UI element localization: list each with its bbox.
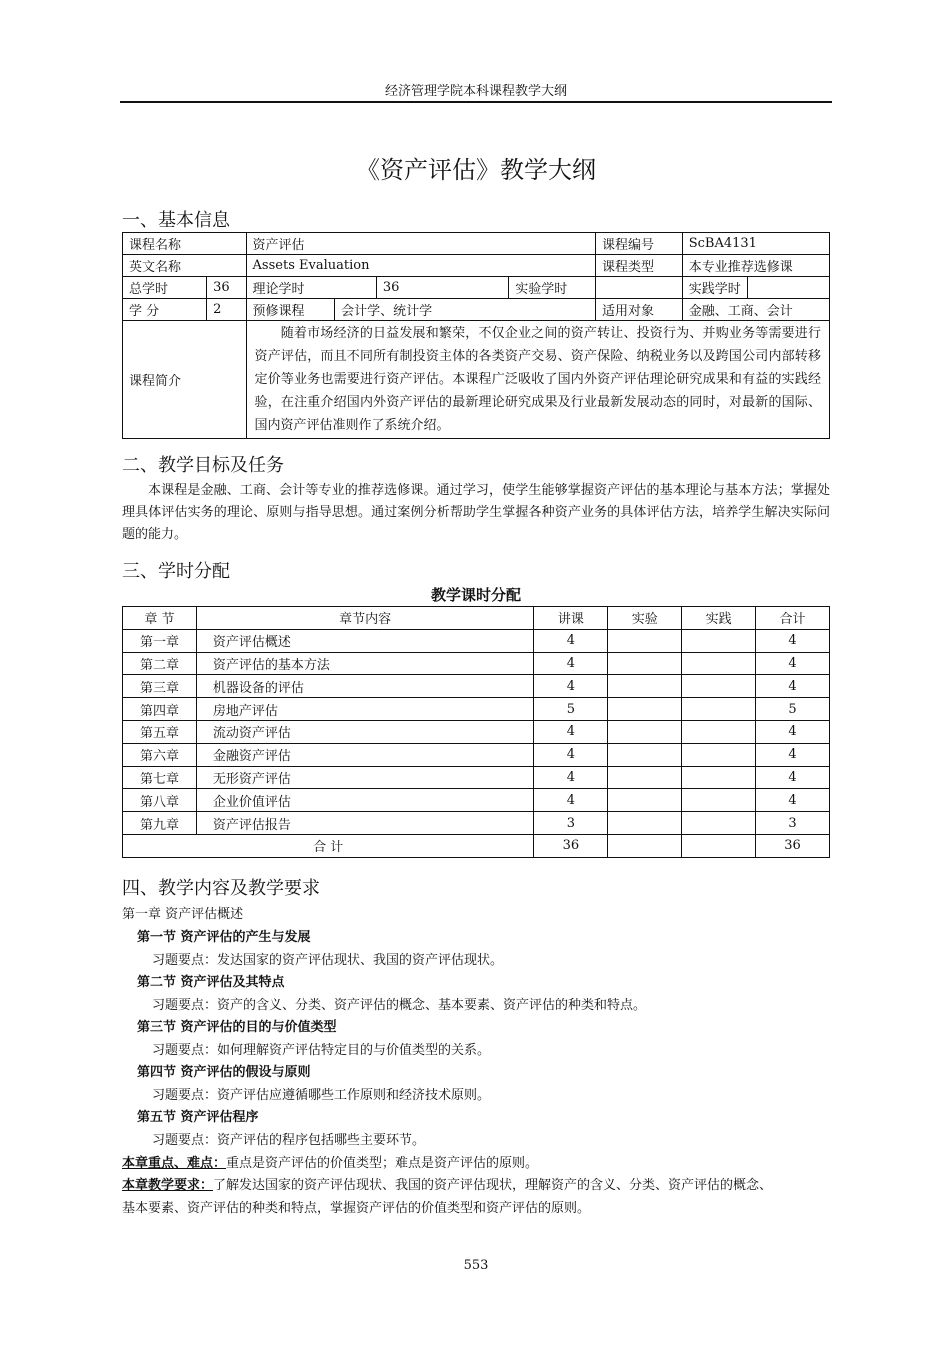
total-lecture-cell: 36 (534, 834, 608, 857)
lecture-cell: 4 (534, 743, 608, 766)
chapter-cell: 第八章 (123, 789, 197, 812)
lecture-cell: 3 (534, 812, 608, 835)
total-hours-value: 36 (207, 277, 246, 299)
lab-cell (608, 743, 682, 766)
practice-cell (682, 675, 756, 698)
document-title: 《资产评估》教学大纲 (356, 156, 596, 184)
header-content: 章节内容 (196, 607, 534, 630)
hours-table-total-row (123, 834, 830, 857)
info-row-intro (123, 321, 830, 439)
content-cell: 资产评估概述 (196, 629, 534, 652)
english-name-label: 英文名称 (123, 255, 247, 277)
hours-table-header (123, 607, 830, 630)
table-row (123, 743, 830, 766)
hours-table-caption: 教学课时分配 (430, 586, 521, 604)
intro-label: 课程简介 (123, 321, 247, 439)
practice-cell (682, 720, 756, 743)
chapter-title: 第一章 资产评估概述 (122, 907, 244, 922)
course-type-value: 本专业推荐选修课 (682, 255, 829, 277)
chapter-cell: 第五章 (123, 720, 197, 743)
theory-hours-value: 36 (376, 277, 508, 299)
table-row (123, 675, 830, 698)
table-row (123, 720, 830, 743)
lab-cell (608, 720, 682, 743)
total-cell: 4 (756, 629, 830, 652)
key-points-label: 本章重点、难点： (122, 1156, 227, 1171)
total-cell: 4 (756, 675, 830, 698)
section-heading-objectives: 二、教学目标及任务 (122, 455, 284, 476)
total-sum-cell: 36 (756, 834, 830, 857)
hours-table (122, 606, 830, 858)
table-row (123, 629, 830, 652)
total-practice-cell (682, 834, 756, 857)
total-cell: 3 (756, 812, 830, 835)
lecture-cell: 4 (534, 675, 608, 698)
chapter-cell: 第二章 (123, 652, 197, 675)
exercise-points: 习题要点：资产的含义、分类、资产评估的概念、基本要素、资产评估的种类和特点。 (152, 998, 647, 1013)
course-type-label: 课程类型 (595, 255, 682, 277)
section-title: 第五节 资产评估程序 (137, 1110, 259, 1125)
info-row-credits (123, 299, 830, 321)
key-points-text: 重点是资产评估的价值类型；难点是资产评估的原则。 (226, 1156, 539, 1171)
practice-cell (682, 629, 756, 652)
total-cell: 4 (756, 766, 830, 789)
prereq-value: 会计学、统计学 (335, 299, 596, 321)
exercise-points: 习题要点：发达国家的资产评估现状、我国的资产评估现状。 (152, 953, 504, 968)
lecture-cell: 4 (534, 789, 608, 812)
lab-cell (608, 789, 682, 812)
section-heading-hours: 三、学时分配 (122, 561, 230, 582)
practice-cell (682, 789, 756, 812)
english-name-value: Assets Evaluation (246, 255, 595, 277)
credits-value: 2 (207, 299, 246, 321)
basic-info-table (122, 232, 830, 439)
lecture-cell: 4 (534, 766, 608, 789)
total-cell: 4 (756, 720, 830, 743)
practice-hours-value (747, 277, 829, 299)
total-cell: 4 (756, 652, 830, 675)
header-total: 合计 (756, 607, 830, 630)
header-lecture: 讲课 (534, 607, 608, 630)
header-chapter: 章 节 (123, 607, 197, 630)
total-lab-cell (608, 834, 682, 857)
audience-label: 适用对象 (595, 299, 682, 321)
section-heading-basic-info: 一、基本信息 (122, 210, 230, 231)
section-title: 第二节 资产评估及其特点 (137, 975, 285, 990)
chapter-cell: 第四章 (123, 698, 197, 721)
practice-cell (682, 743, 756, 766)
chapter-cell: 第一章 (123, 629, 197, 652)
header-lab: 实验 (608, 607, 682, 630)
exercise-points: 习题要点：资产评估应遵循哪些工作原则和经济技术原则。 (152, 1088, 491, 1103)
content-cell: 无形资产评估 (196, 766, 534, 789)
table-row (123, 698, 830, 721)
section-heading-content: 四、教学内容及教学要求 (122, 878, 320, 899)
objectives-paragraph: 本课程是金融、工商、会计等专业的推荐选修课。通过学习，使学生能够掌握资产评估的基本理论与基本方法；掌握处理具体评估实务的理论、原则与指导思想。通过案例分析帮助学生掌握各种资产业务的具体评估方法，培养学生解决实际问题的能力。 (122, 483, 830, 542)
section-title: 第三节 资产评估的目的与价值类型 (137, 1020, 337, 1035)
practice-cell (682, 652, 756, 675)
info-row-english-name (123, 255, 830, 277)
key-points-line (122, 1152, 538, 1171)
lab-hours-value (595, 277, 682, 299)
practice-cell (682, 766, 756, 789)
lab-cell (608, 629, 682, 652)
table-row (123, 789, 830, 812)
lab-cell (608, 652, 682, 675)
content-cell: 金融资产评估 (196, 743, 534, 766)
total-cell: 4 (756, 743, 830, 766)
lecture-cell: 5 (534, 698, 608, 721)
lab-cell (608, 675, 682, 698)
info-row-hours (123, 277, 830, 299)
content-cell: 企业价值评估 (196, 789, 534, 812)
prereq-label: 预修课程 (246, 299, 335, 321)
requirements-text-2: 基本要素、资产评估的种类和特点，掌握资产评估的价值类型和资产评估的原则。 (122, 1201, 591, 1216)
content-cell: 机器设备的评估 (196, 675, 534, 698)
theory-hours-label: 理论学时 (246, 277, 376, 299)
content-cell: 资产评估的基本方法 (196, 652, 534, 675)
practice-cell (682, 812, 756, 835)
course-code-value: ScBA4131 (682, 233, 829, 255)
header-practice: 实践 (682, 607, 756, 630)
content-cell: 资产评估报告 (196, 812, 534, 835)
lecture-cell: 4 (534, 652, 608, 675)
practice-cell (682, 698, 756, 721)
table-row (123, 652, 830, 675)
lab-hours-label: 实验学时 (509, 277, 596, 299)
course-code-label: 课程编号 (595, 233, 682, 255)
lab-cell (608, 698, 682, 721)
exercise-points: 习题要点：如何理解资产评估特定目的与价值类型的关系。 (152, 1043, 491, 1058)
lab-cell (608, 812, 682, 835)
content-cell: 房地产评估 (196, 698, 534, 721)
info-row-course-name (123, 233, 830, 255)
course-name-label: 课程名称 (123, 233, 247, 255)
chapter-cell: 第六章 (123, 743, 197, 766)
requirements-text-1: 了解发达国家的资产评估现状、我国的资产评估现状，理解资产的含义、分类、资产评估的概念、 (213, 1178, 773, 1193)
audience-value: 金融、工商、会计 (682, 299, 829, 321)
section-title: 第一节 资产评估的产生与发展 (137, 930, 311, 945)
content-cell: 流动资产评估 (196, 720, 534, 743)
header-rule (120, 101, 832, 103)
lecture-cell: 4 (534, 629, 608, 652)
table-row (123, 812, 830, 835)
lecture-cell: 4 (534, 720, 608, 743)
total-label-cell: 合 计 (123, 834, 534, 857)
page-number: 553 (463, 1258, 489, 1273)
chapter-cell: 第九章 (123, 812, 197, 835)
total-cell: 5 (756, 698, 830, 721)
lab-cell (608, 766, 682, 789)
course-name-value: 资产评估 (246, 233, 595, 255)
running-header: 经济管理学院本科课程教学大纲 (384, 84, 567, 99)
practice-hours-label: 实践学时 (682, 277, 747, 299)
total-hours-label: 总学时 (123, 277, 207, 299)
total-cell: 4 (756, 789, 830, 812)
table-row (123, 766, 830, 789)
intro-text: 随着市场经济的日益发展和繁荣，不仅企业之间的资产转让、投资行为、并购业务等需要进行资产评估，而且不同所有制投资主体的各类资产交易、资产保险、纳税业务以及跨国公司内部转移定价等业务也需要进行资产评估。本课程广泛吸收了国内外资产评估理论研究成果和有益的实践经验，在注重介绍国内外资产评估的最新理论研究成果及行业最新发展动态的同时，对最新的国际、国内资产评估准则作了系统介绍。 (254, 326, 821, 433)
requirements-label: 本章教学要求： (122, 1178, 214, 1193)
exercise-points: 习题要点：资产评估的程序包括哪些主要环节。 (152, 1133, 426, 1148)
chapter-cell: 第三章 (123, 675, 197, 698)
credits-label: 学 分 (123, 299, 207, 321)
section-title: 第四节 资产评估的假设与原则 (137, 1065, 311, 1080)
chapter-cell: 第七章 (123, 766, 197, 789)
requirements-line (122, 1174, 772, 1193)
